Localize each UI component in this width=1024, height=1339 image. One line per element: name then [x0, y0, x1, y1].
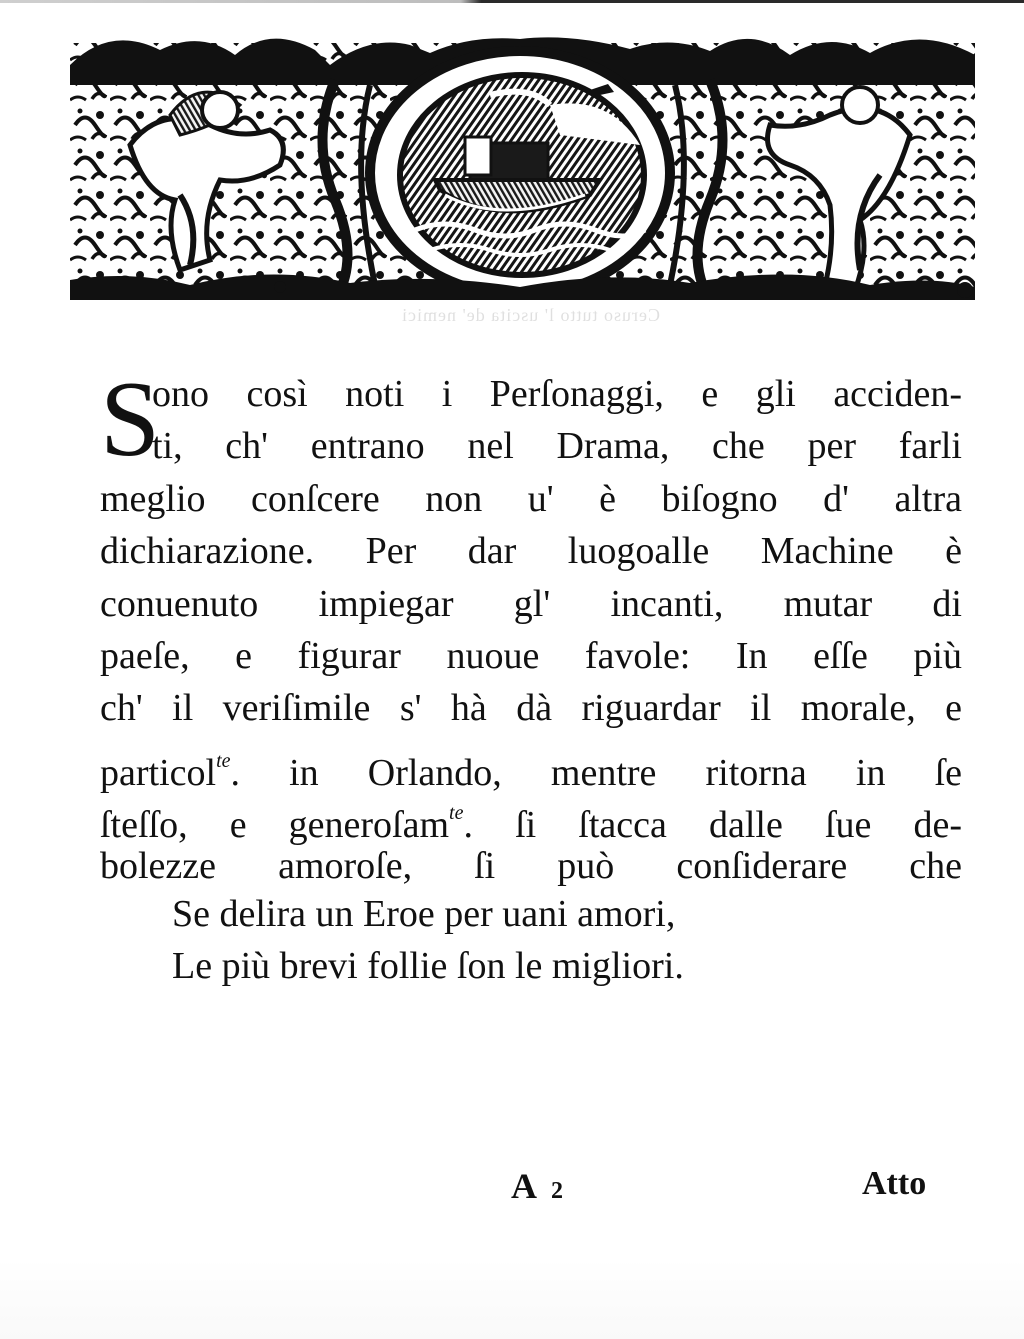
paragraph-line-3: meglio conſcere non u' è biſogno d' altra: [100, 477, 962, 520]
paragraph-line-5: conuenuto impiegar gl' incanti, mutar di: [100, 582, 962, 625]
scan-bottom-shading: [0, 1259, 1024, 1339]
paragraph-line-9: [100, 787, 962, 847]
verse-line-2: Le più brevi follie ſon le migliori.: [172, 945, 684, 987]
paragraph-line-6: paeſe, e figurar nuoue favole: In eſſe più: [100, 634, 962, 677]
scan-top-edge: [0, 0, 1024, 3]
paragraph-line-10: bolezze amoroſe, ſi può conſiderare che: [100, 844, 962, 887]
abbreviation-superscript: te: [216, 749, 231, 772]
line8-end: . in Orlando, mentre ritorna in ſe: [230, 751, 962, 794]
drop-cap-letter: S: [100, 360, 161, 479]
paragraph-line-1: ono così noti i Perſonaggi, e gli acciden-: [152, 373, 962, 415]
line8-start: particol: [100, 751, 217, 794]
signature-mark: [511, 1165, 563, 1207]
paragraph-line-8: [100, 735, 962, 794]
verse-line-1: Se delira un Eroe per uani amori,: [172, 893, 676, 935]
verse-couplet: [172, 888, 684, 992]
catchword: Atto: [862, 1165, 927, 1202]
line9-start: ſteſſo, e generoſam: [100, 804, 450, 847]
ornament-illustration: [70, 25, 975, 300]
paragraph-line-7: ch' il veriſimile s' hà dà riguardar il morale, e: [100, 687, 962, 730]
signature-number: 2: [551, 1178, 563, 1204]
line9-end: . ſi ſtacca dalle ſue de-: [463, 804, 962, 847]
argument-paragraph: [100, 360, 962, 892]
paragraph-line-4: dichiarazione. Per dar luogoalle Machine è: [100, 530, 962, 573]
woodcut-headpiece: [70, 25, 975, 300]
signature-letter: A: [511, 1166, 537, 1206]
central-medallion-ark: [370, 51, 670, 295]
abbreviation-superscript: te: [449, 802, 464, 825]
bleed-through-text: Ceruso tutto l' uscita de' nemici: [401, 305, 660, 325]
paragraph-line-2: ti, ch' entrano nel Drama, che per farli: [152, 425, 962, 468]
